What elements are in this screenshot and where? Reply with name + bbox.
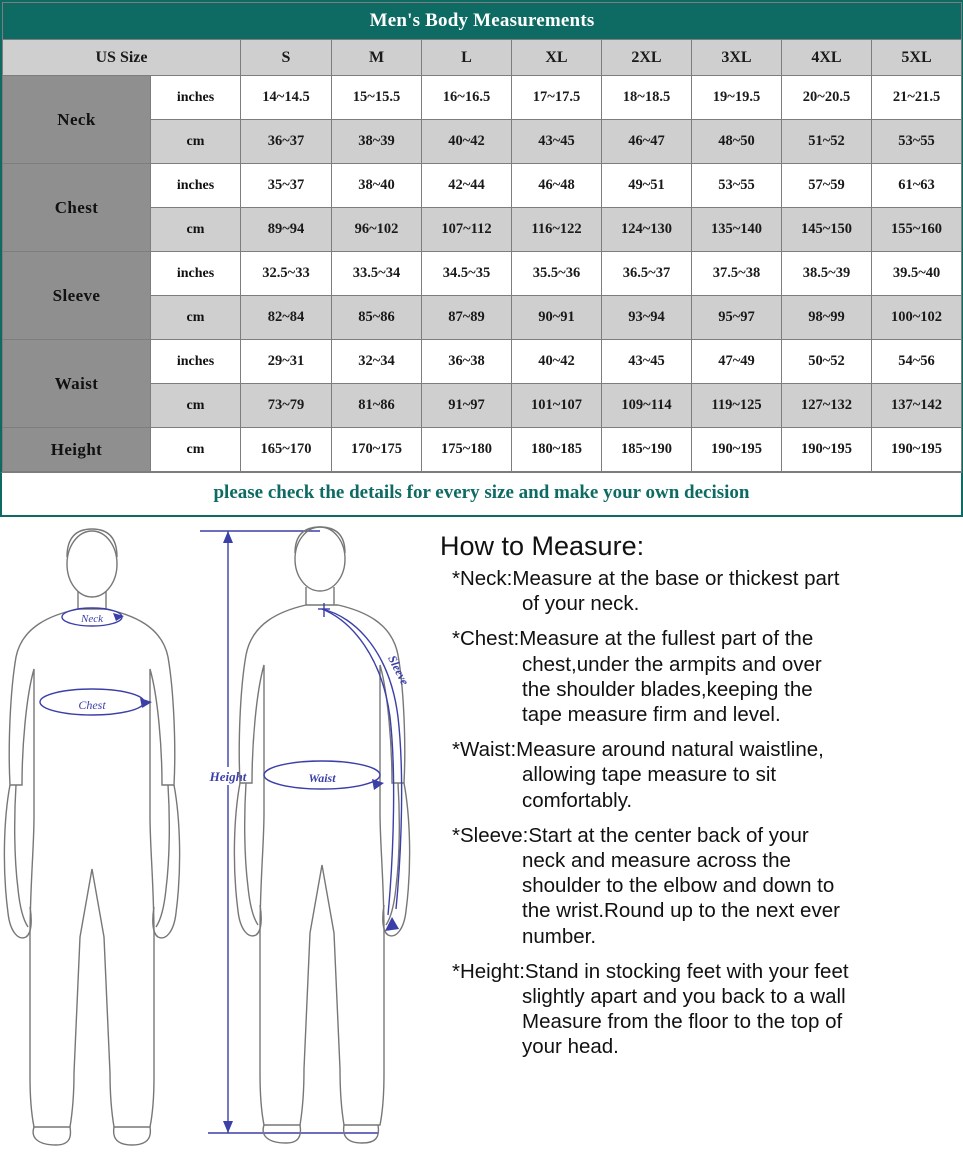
cell-waist-inches-2xl: 43~45 bbox=[602, 340, 692, 384]
cell-waist-cm-s: 73~79 bbox=[241, 384, 332, 428]
cell-waist-inches-m: 32~34 bbox=[332, 340, 422, 384]
unit-cm: cm bbox=[151, 208, 241, 252]
unit-inches: inches bbox=[151, 252, 241, 296]
table-footnote: please check the details for every size and make your own decision bbox=[0, 472, 963, 517]
table-title: Men's Body Measurements bbox=[3, 3, 962, 40]
cell-sleeve-inches-2xl: 36.5~37 bbox=[602, 252, 692, 296]
cell-waist-cm-5xl: 137~142 bbox=[872, 384, 962, 428]
unit-inches: inches bbox=[151, 164, 241, 208]
cell-chest-cm-s: 89~94 bbox=[241, 208, 332, 252]
cell-sleeve-cm-s: 82~84 bbox=[241, 296, 332, 340]
cell-neck-cm-m: 38~39 bbox=[332, 120, 422, 164]
body-figure-svg bbox=[0, 517, 420, 1147]
howto-height-line-3: Measure from the floor to the top of bbox=[522, 1010, 843, 1034]
cell-sleeve-cm-l: 87~89 bbox=[422, 296, 512, 340]
howto-waist-line-2: allowing tape measure to sit bbox=[522, 763, 777, 787]
cell-neck-inches-4xl: 20~20.5 bbox=[782, 76, 872, 120]
unit-cm: cm bbox=[151, 296, 241, 340]
howto-chest-line-3: the shoulder blades,keeping the bbox=[522, 677, 813, 701]
size-header-m: M bbox=[332, 40, 422, 76]
table-row bbox=[3, 428, 962, 472]
size-header-3xl: 3XL bbox=[692, 40, 782, 76]
howto-sleeve-lead: *Sleeve:Start at the center back of your bbox=[452, 823, 809, 847]
cell-neck-inches-m: 15~15.5 bbox=[332, 76, 422, 120]
howto-sleeve-line-2: neck and measure across the bbox=[522, 849, 791, 873]
row-label-chest: Chest bbox=[3, 164, 151, 252]
howto-chest-lead: *Chest:Measure at the fullest part of the bbox=[452, 627, 814, 651]
cell-height-cm-2xl: 185~190 bbox=[602, 428, 692, 472]
cell-sleeve-inches-m: 33.5~34 bbox=[332, 252, 422, 296]
howto-chest-line-4: tape measure firm and level. bbox=[522, 703, 781, 727]
cell-waist-inches-s: 29~31 bbox=[241, 340, 332, 384]
howto-item-height bbox=[430, 959, 957, 1060]
size-header-s: S bbox=[241, 40, 332, 76]
size-header-4xl: 4XL bbox=[782, 40, 872, 76]
label-height: Height bbox=[209, 769, 247, 784]
cell-waist-cm-xl: 101~107 bbox=[512, 384, 602, 428]
cell-sleeve-cm-2xl: 93~94 bbox=[602, 296, 692, 340]
cell-neck-cm-xl: 43~45 bbox=[512, 120, 602, 164]
cell-waist-cm-l: 91~97 bbox=[422, 384, 512, 428]
unit-cm: cm bbox=[151, 428, 241, 472]
cell-chest-cm-3xl: 135~140 bbox=[692, 208, 782, 252]
howto-height-line-4: your head. bbox=[522, 1035, 619, 1059]
cell-chest-inches-2xl: 49~51 bbox=[602, 164, 692, 208]
table-title-row bbox=[3, 3, 962, 40]
howto-chest-line-2: chest,under the armpits and over bbox=[522, 652, 822, 676]
cell-height-cm-m: 170~175 bbox=[332, 428, 422, 472]
how-to-measure-pane bbox=[420, 517, 963, 1147]
cell-height-cm-3xl: 190~195 bbox=[692, 428, 782, 472]
unit-inches: inches bbox=[151, 76, 241, 120]
row-label-neck: Neck bbox=[3, 76, 151, 164]
howto-waist-line-3: comfortably. bbox=[522, 788, 633, 812]
cell-chest-cm-l: 107~112 bbox=[422, 208, 512, 252]
table-header-row bbox=[3, 40, 962, 76]
row-label-sleeve: Sleeve bbox=[3, 252, 151, 340]
cell-neck-inches-l: 16~16.5 bbox=[422, 76, 512, 120]
cell-waist-cm-3xl: 119~125 bbox=[692, 384, 782, 428]
howto-sleeve-line-3: shoulder to the elbow and down to bbox=[522, 874, 835, 898]
row-label-waist: Waist bbox=[3, 340, 151, 428]
cell-waist-inches-5xl: 54~56 bbox=[872, 340, 962, 384]
cell-neck-cm-s: 36~37 bbox=[241, 120, 332, 164]
cell-chest-cm-2xl: 124~130 bbox=[602, 208, 692, 252]
cell-chest-cm-xl: 116~122 bbox=[512, 208, 602, 252]
cell-neck-inches-xl: 17~17.5 bbox=[512, 76, 602, 120]
height-arrow bbox=[200, 531, 378, 1133]
cell-chest-cm-5xl: 155~160 bbox=[872, 208, 962, 252]
back-body-outline bbox=[234, 527, 409, 1143]
label-waist: Waist bbox=[308, 771, 336, 785]
cell-sleeve-cm-4xl: 98~99 bbox=[782, 296, 872, 340]
cell-sleeve-inches-xl: 35.5~36 bbox=[512, 252, 602, 296]
label-neck: Neck bbox=[81, 613, 103, 625]
table-row bbox=[3, 252, 962, 296]
howto-height-lead: *Height:Stand in stocking feet with your feet bbox=[452, 959, 849, 983]
howto-sleeve-line-4: the wrist.Round up to the next ever bbox=[522, 899, 840, 923]
cell-chest-inches-xl: 46~48 bbox=[512, 164, 602, 208]
size-header-2xl: 2XL bbox=[602, 40, 692, 76]
howto-waist-lead: *Waist:Measure around natural waistline, bbox=[452, 738, 824, 762]
table-row bbox=[3, 340, 962, 384]
howto-neck-line-2: of your neck. bbox=[522, 592, 640, 616]
howto-height-line-2: slightly apart and you back to a wall bbox=[522, 985, 846, 1009]
cell-sleeve-cm-5xl: 100~102 bbox=[872, 296, 962, 340]
cell-height-cm-4xl: 190~195 bbox=[782, 428, 872, 472]
cell-height-cm-xl: 180~185 bbox=[512, 428, 602, 472]
size-table bbox=[2, 2, 962, 472]
howto-item-sleeve bbox=[430, 823, 957, 949]
cell-waist-cm-2xl: 109~114 bbox=[602, 384, 692, 428]
cell-sleeve-inches-s: 32.5~33 bbox=[241, 252, 332, 296]
unit-inches: inches bbox=[151, 340, 241, 384]
cell-sleeve-inches-3xl: 37.5~38 bbox=[692, 252, 782, 296]
cell-chest-inches-4xl: 57~59 bbox=[782, 164, 872, 208]
cell-neck-cm-4xl: 51~52 bbox=[782, 120, 872, 164]
cell-waist-inches-4xl: 50~52 bbox=[782, 340, 872, 384]
cell-height-cm-5xl: 190~195 bbox=[872, 428, 962, 472]
cell-chest-inches-s: 35~37 bbox=[241, 164, 332, 208]
row-label-height: Height bbox=[3, 428, 151, 472]
cell-waist-cm-4xl: 127~132 bbox=[782, 384, 872, 428]
cell-neck-cm-5xl: 53~55 bbox=[872, 120, 962, 164]
cell-neck-cm-3xl: 48~50 bbox=[692, 120, 782, 164]
cell-chest-inches-l: 42~44 bbox=[422, 164, 512, 208]
cell-sleeve-inches-l: 34.5~35 bbox=[422, 252, 512, 296]
cell-chest-cm-m: 96~102 bbox=[332, 208, 422, 252]
size-header-l: L bbox=[422, 40, 512, 76]
cell-height-cm-s: 165~170 bbox=[241, 428, 332, 472]
cell-sleeve-inches-4xl: 38.5~39 bbox=[782, 252, 872, 296]
size-table-container bbox=[0, 0, 963, 472]
cell-sleeve-cm-xl: 90~91 bbox=[512, 296, 602, 340]
table-row bbox=[3, 164, 962, 208]
label-sleeve: Sleeve bbox=[385, 653, 412, 688]
cell-chest-inches-m: 38~40 bbox=[332, 164, 422, 208]
cell-chest-inches-5xl: 61~63 bbox=[872, 164, 962, 208]
howto-item-waist bbox=[430, 737, 957, 813]
cell-waist-inches-l: 36~38 bbox=[422, 340, 512, 384]
cell-neck-inches-s: 14~14.5 bbox=[241, 76, 332, 120]
cell-neck-inches-2xl: 18~18.5 bbox=[602, 76, 692, 120]
cell-neck-cm-l: 40~42 bbox=[422, 120, 512, 164]
howto-neck-lead: *Neck:Measure at the base or thickest part bbox=[452, 567, 840, 590]
howto-sleeve-line-5: number. bbox=[522, 924, 597, 948]
lower-section bbox=[0, 517, 963, 1147]
cell-height-cm-l: 175~180 bbox=[422, 428, 512, 472]
cell-sleeve-cm-3xl: 95~97 bbox=[692, 296, 782, 340]
measurement-figure bbox=[0, 517, 420, 1147]
cell-chest-inches-3xl: 53~55 bbox=[692, 164, 782, 208]
cell-neck-inches-3xl: 19~19.5 bbox=[692, 76, 782, 120]
size-header-5xl: 5XL bbox=[872, 40, 962, 76]
cell-chest-cm-4xl: 145~150 bbox=[782, 208, 872, 252]
howto-item-neck bbox=[430, 566, 957, 616]
cell-neck-inches-5xl: 21~21.5 bbox=[872, 76, 962, 120]
us-size-header: US Size bbox=[3, 40, 241, 76]
cell-waist-inches-3xl: 47~49 bbox=[692, 340, 782, 384]
sleeve-measure-line bbox=[318, 603, 402, 931]
how-to-measure-title: How to Measure: bbox=[440, 531, 645, 561]
unit-cm: cm bbox=[151, 384, 241, 428]
cell-waist-inches-xl: 40~42 bbox=[512, 340, 602, 384]
unit-cm: cm bbox=[151, 120, 241, 164]
table-row bbox=[3, 76, 962, 120]
cell-sleeve-inches-5xl: 39.5~40 bbox=[872, 252, 962, 296]
cell-waist-cm-m: 81~86 bbox=[332, 384, 422, 428]
label-chest: Chest bbox=[78, 698, 106, 712]
howto-item-chest bbox=[430, 626, 957, 727]
cell-sleeve-cm-m: 85~86 bbox=[332, 296, 422, 340]
size-header-xl: XL bbox=[512, 40, 602, 76]
cell-neck-cm-2xl: 46~47 bbox=[602, 120, 692, 164]
